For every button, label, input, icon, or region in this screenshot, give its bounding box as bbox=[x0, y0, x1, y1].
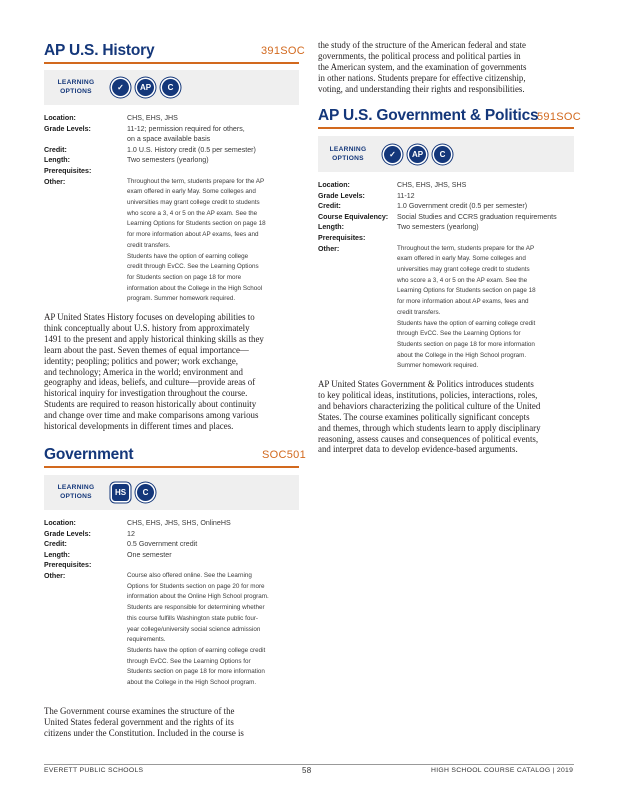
info-label: Length: bbox=[44, 156, 71, 165]
checkmark-icon: ✓ bbox=[112, 79, 129, 96]
info-label: Length: bbox=[318, 223, 345, 232]
learning-options-label: LEARNING OPTIONS bbox=[57, 79, 95, 95]
other-notes: Throughout the term, students prepare for the AP exam offered in early May. Some colleges and universities may grant college credit to students who score a 3, 4 or 5 on the AP exam. See the Learning Options for Students section on page 18 for more information about AP exams, fees and credit transfers. Students have the option of earning college credit through EvCC. See the Learning Options for Students section on page 18 for more information about the College in the High School program. Summer homework required. bbox=[127, 177, 266, 303]
course-title: AP U.S. History bbox=[44, 42, 155, 59]
info-value: 1.0 Government credit (0.5 per semester) bbox=[397, 202, 528, 211]
info-label: Course Equivalency: bbox=[318, 212, 389, 221]
college-credit-icon: C bbox=[137, 484, 154, 501]
info-value: One semester bbox=[127, 550, 172, 559]
checkmark-icon: ✓ bbox=[384, 146, 401, 163]
course-description: AP United States Government & Politics introduces students to key political ideas, institutions, policies, interactions, roles, and behaviors characterizing the political culture of the United States. The course examines politically significant concepts and themes, through which students learn to apply disciplinary reasoning, assess causes and consequences of political events, and interpret data to develop evidence-based arguments. bbox=[318, 379, 541, 455]
online-hs-icon: HS bbox=[112, 484, 129, 501]
course-title: Government bbox=[44, 446, 134, 463]
info-value: Two semesters (yearlong) bbox=[127, 156, 209, 165]
ap-icon: AP bbox=[409, 146, 426, 163]
course-code: 391SOC bbox=[261, 45, 305, 57]
info-value: CHS, EHS, JHS, SHS, OnlineHS bbox=[127, 519, 231, 527]
other-notes: Course also offered online. See the Learning Options for Students section on page 20 for more information about the Online High School program. Students are responsible for determining whether this course fulfills Washington state public four- year college/university social science admission requirements. Students have the option of earning college credit through EvCC. See the Learning Options for Students section on page 18 for more information about the College in the High School program. bbox=[127, 572, 269, 687]
info-label: Credit: bbox=[318, 202, 341, 211]
info-value: CHS, EHS, JHS bbox=[127, 114, 178, 122]
info-value: 11-12 bbox=[397, 191, 415, 200]
info-label: Other: bbox=[44, 177, 66, 186]
page-number: 58 bbox=[302, 766, 312, 775]
info-value: 0.5 Government credit bbox=[127, 540, 198, 549]
title-rule bbox=[44, 466, 299, 468]
info-label: Prerequisites: bbox=[318, 234, 366, 242]
info-label: Other: bbox=[44, 572, 66, 580]
title-rule bbox=[318, 127, 574, 129]
info-label: Length: bbox=[44, 550, 71, 559]
info-label: Grade Levels: bbox=[318, 191, 365, 200]
info-value: Social Studies and CCRS graduation requirements bbox=[397, 212, 557, 221]
ap-icon: AP bbox=[137, 79, 154, 96]
learning-options-label: LEARNING OPTIONS bbox=[329, 146, 367, 162]
info-label: Location: bbox=[44, 519, 76, 527]
course-code: 591SOC bbox=[537, 111, 581, 123]
other-notes: Throughout the term, students prepare for the AP exam offered in early May. Some colleges and universities may grant college credit to students who score a 3, 4 or 5 on the AP exam. See the Learning Options for Students section on page 18 for more information about AP exams, fees and credit transfers. Students have the option of earning college credit through EvCC. See the Learning Options for Students section on page 18 for more information about the College in the High School program. Summer homework required. bbox=[397, 244, 536, 370]
course-description: AP United States History focuses on developing abilities to think conceptually about U.S. history from approximately 1491 to the present and apply historical thinking skills as they learn about the past. Seven themes of equal importance— identity; peopling; politics and power; work exchange, and technology; America in the world; environment and geography and ideas, beliefs, and culture—provide areas of historical inquiry for investigation throughout the course. Students are required to reason historically about continuity and change over time and make comparisons among various historical developments in different times and places. bbox=[44, 312, 264, 432]
footer-rule bbox=[44, 764, 574, 765]
info-label: Grade Levels: bbox=[44, 124, 91, 133]
info-value: 11-12; permission required for others, bbox=[127, 124, 245, 133]
info-label: Credit: bbox=[44, 540, 67, 549]
info-value: 12 bbox=[127, 529, 135, 538]
info-label: Other: bbox=[318, 244, 340, 253]
info-value: 1.0 U.S. History credit (0.5 per semester) bbox=[127, 145, 256, 154]
info-label: Prerequisites: bbox=[44, 167, 92, 175]
course-code: SOC501 bbox=[262, 449, 306, 461]
course-title: AP U.S. Government & Politics bbox=[318, 107, 539, 124]
info-label: Credit: bbox=[44, 145, 67, 154]
college-credit-icon: C bbox=[434, 146, 451, 163]
info-label: Grade Levels: bbox=[44, 529, 91, 538]
footer-right: HIGH SCHOOL COURSE CATALOG | 2019 bbox=[431, 767, 574, 774]
learning-options-label: LEARNING OPTIONS bbox=[57, 484, 95, 500]
info-value: on a space available basis bbox=[127, 135, 211, 144]
government-description-continued: the study of the structure of the American federal and state governments, the political process and political parties in the American system, and the examination of governments in other nations. Students prepare for effective citizenship, voting, and understanding their rights and responsibilities. bbox=[318, 40, 527, 94]
info-value: CHS, EHS, JHS, SHS bbox=[397, 181, 467, 189]
info-label: Location: bbox=[44, 114, 76, 122]
college-credit-icon: C bbox=[162, 79, 179, 96]
info-label: Prerequisites: bbox=[44, 561, 92, 570]
info-value: Two semesters (yearlong) bbox=[397, 223, 479, 232]
info-label: Location: bbox=[318, 181, 350, 189]
footer-left: EVERETT PUBLIC SCHOOLS bbox=[44, 767, 144, 774]
course-description: The Government course examines the structure of the United States federal government and the rights of its citizens under the Constitution. Included in the course is bbox=[44, 706, 244, 738]
title-rule bbox=[44, 62, 299, 64]
